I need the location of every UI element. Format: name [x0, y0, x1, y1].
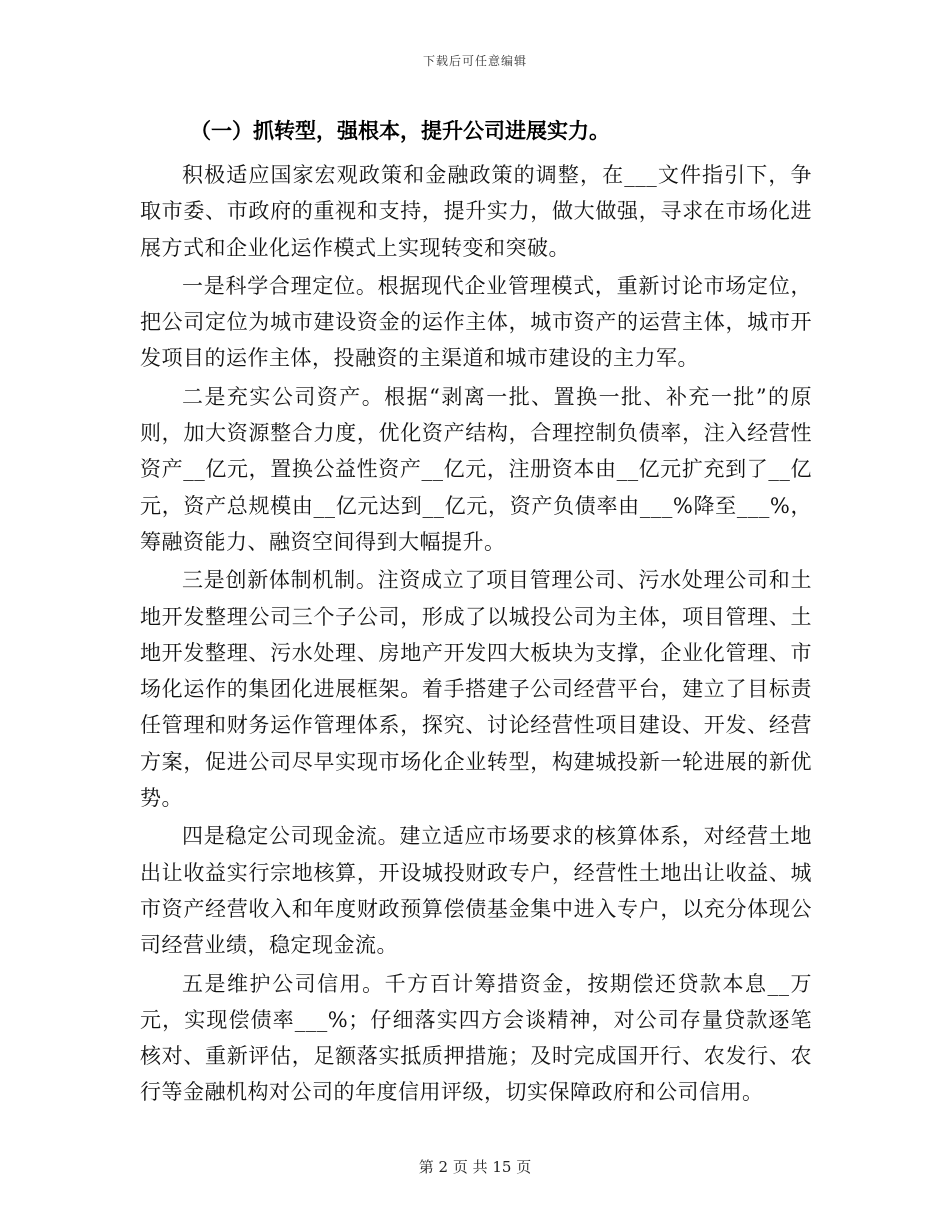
page-number: 第 2 页 共 15 页	[418, 1158, 532, 1176]
paragraph-cashflow: 四是稳定公司现金流。建立适应市场要求的核算体系，对经营土地出让收益实行宗地核算，开设城投财政专户，经营性土地出让收益、城市资产经营收入和年度财政预算偿债基金集中进入专户，以充分体现公司经营业绩，稳定现金流。	[140, 824, 812, 958]
paragraph-positioning: 一是科学合理定位。根据现代企业管理模式，重新讨论市场定位，把公司定位为城市建设资金的运作主体，城市资产的运营主体，城市开发项目的运作主体，投融资的主渠道和城市建设的主力军。	[140, 273, 812, 371]
paragraph-assets: 二是充实公司资产。根据“剥离一批、置换一批、补充一批”的原则，加大资源整合力度，优化资产结构，合理控制负债率，注入经营性资产__亿元，置换公益性资产__亿元，注册资本由__亿元扩充到了__亿元，资产总规模由__亿元达到__亿元，资产负债率由___%降至___%，筹融资能力、融资空间得到大幅提升。	[140, 384, 812, 554]
section-heading: （一）抓转型，强根本，提升公司进展实力。	[190, 119, 610, 143]
paragraph-intro: 积极适应国家宏观政策和金融政策的调整，在___文件指引下，争取市委、市政府的重视和支持，提升实力，做大做强，寻求在市场化进展方式和企业化运作模式上实现转变和突破。	[140, 163, 812, 260]
document-body	[140, 113, 812, 1113]
page-header: 下载后可任意编辑	[422, 54, 527, 68]
paragraph-mechanism: 三是创新体制机制。注资成立了项目管理公司、污水处理公司和土地开发整理公司三个子公司，形成了以城投公司为主体，项目管理、土地开发整理、污水处理、房地产开发四大板块为支撑，企业化管理、市场化运作的集团化进展框架。着手搭建子公司经营平台，建立了目标责任管理和财务运作管理体系，探究、讨论经营性项目建设、开发、经营方案，促进公司尽早实现市场化企业转型，构建城投新一轮进展的新优势。	[140, 568, 812, 811]
paragraph-credit: 五是维护公司信用。千方百计筹措资金，按期偿还贷款本息__万元，实现偿债率___%；仔细落实四方会谈精神，对公司存量贷款逐笔核对、重新评估，足额落实抵质押措施；及时完成国开行、农发行、农行等金融机构对公司的年度信用评级，切实保障政府和公司信用。	[140, 971, 812, 1105]
